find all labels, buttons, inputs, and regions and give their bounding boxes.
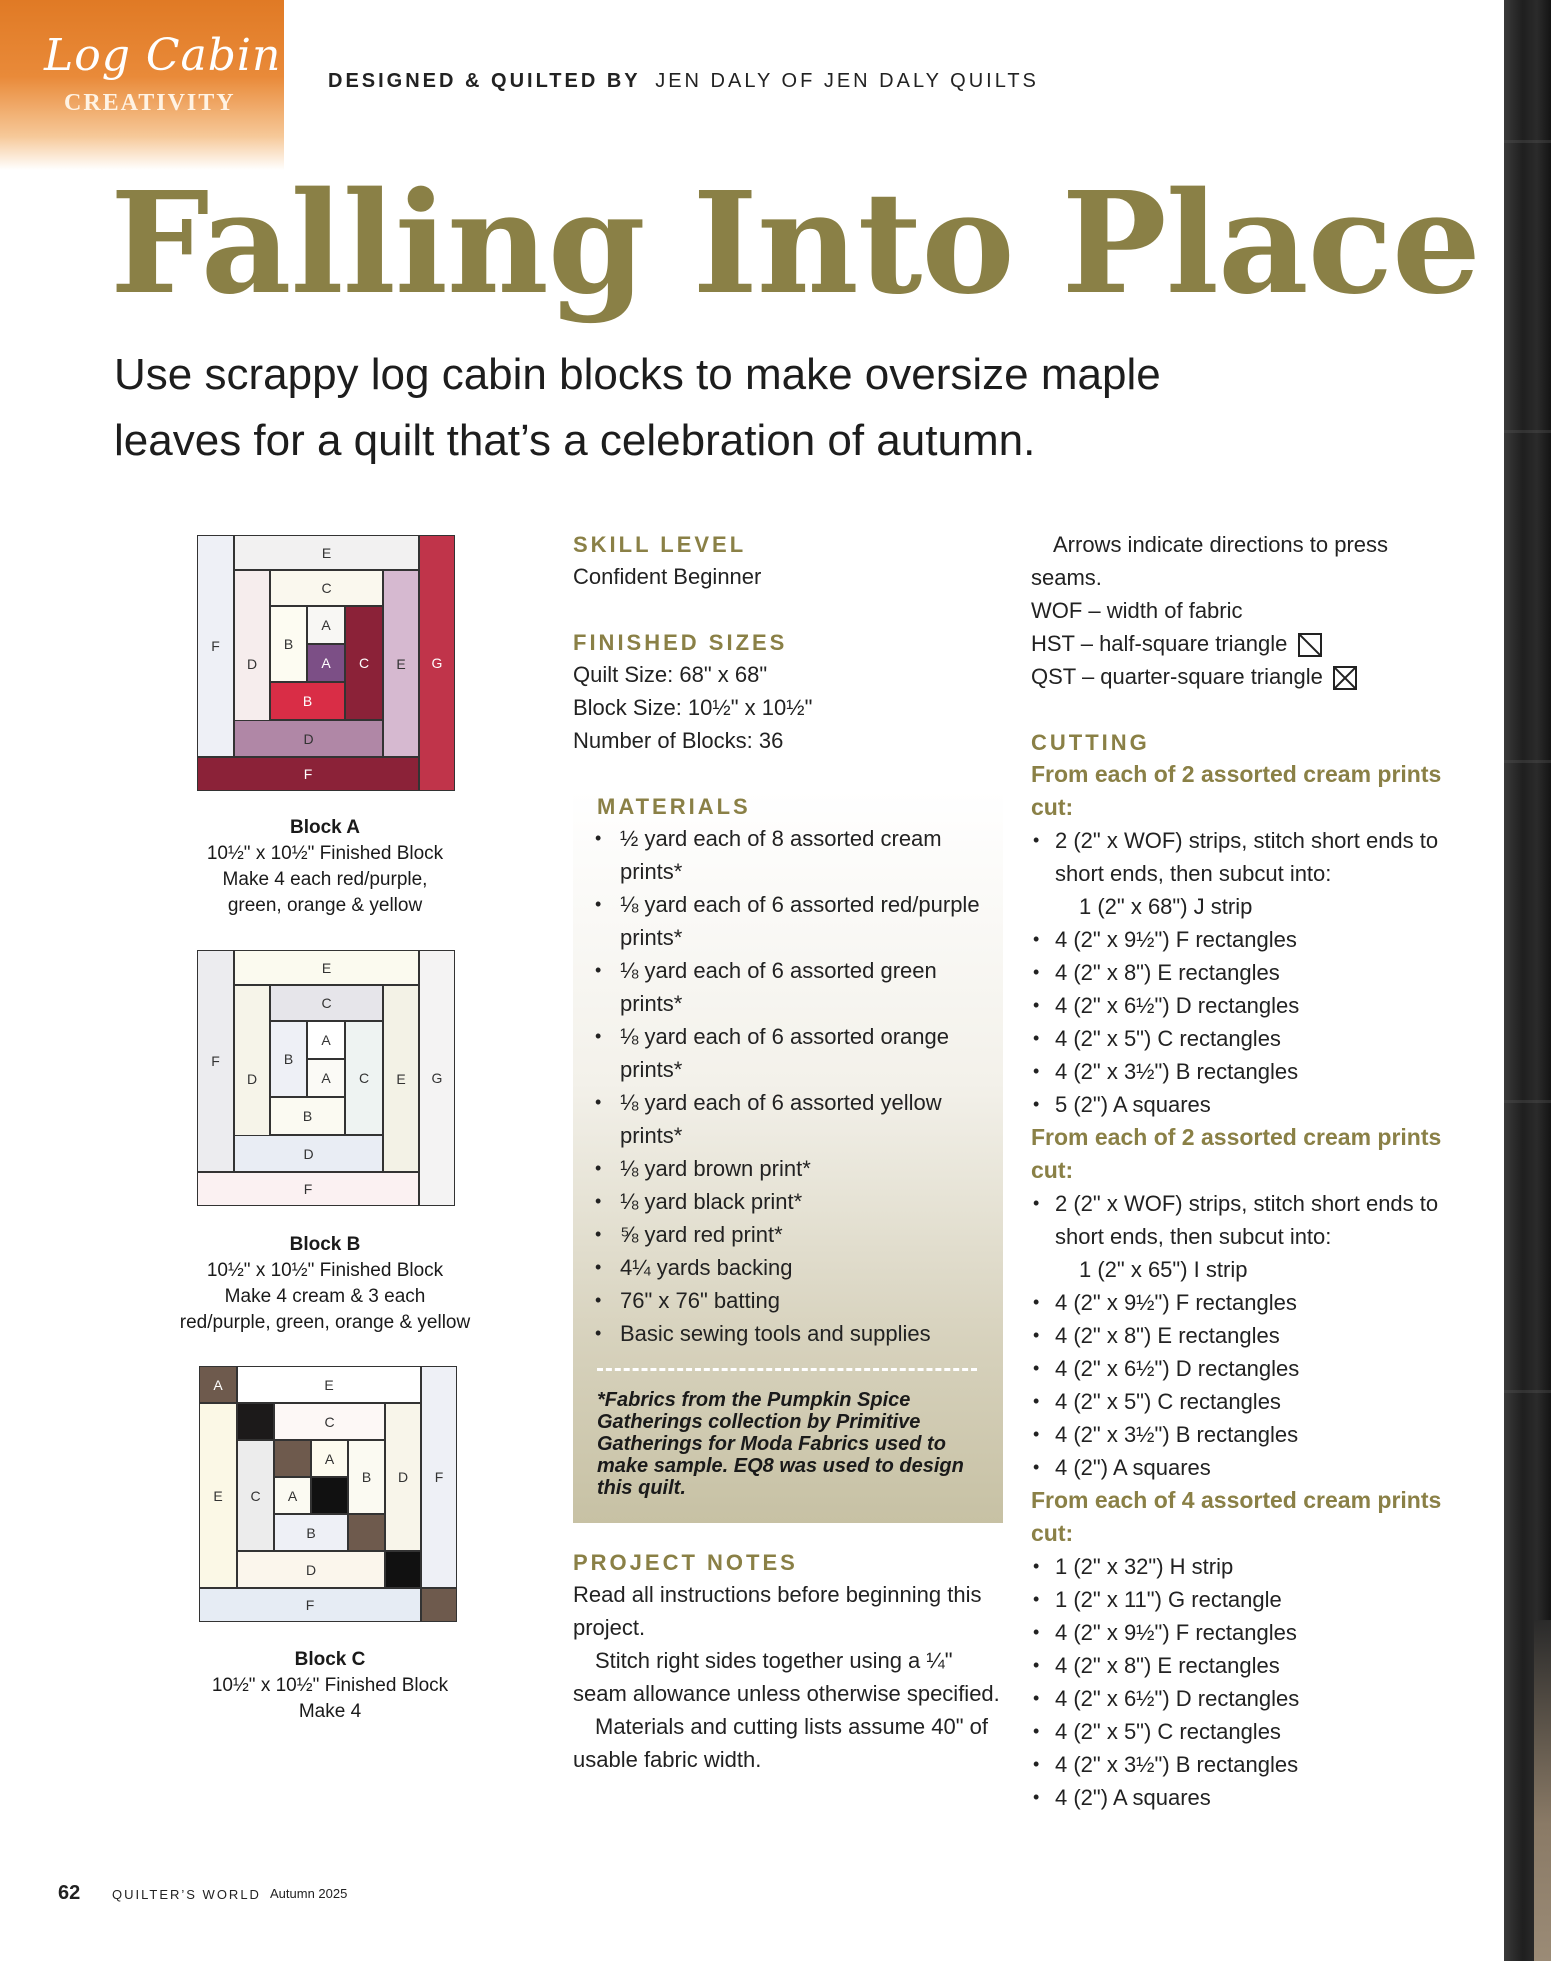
cutting-item: • 2 (2" x WOF) strips, stitch short ends to short ends, then subcut into: <box>1031 824 1451 890</box>
materials-item: • 76" x 76" batting <box>573 1284 993 1317</box>
legend-hst-row <box>1031 627 1431 660</box>
block-b-piece-b-left: B <box>270 1021 307 1097</box>
block-a-piece-g-right: G <box>419 535 455 791</box>
page-edge-photo <box>1504 0 1551 1961</box>
block-b-piece-e-right: E <box>383 985 419 1172</box>
block-c-piece-e-top: E <box>237 1366 421 1403</box>
cutting-item: • 4 (2" x 6½") D rectangles <box>1031 1682 1451 1715</box>
block-c-piece-brown-1 <box>274 1440 311 1477</box>
magazine-name: QUILTER’S WORLD <box>112 1887 261 1902</box>
cutting-item: 1 (2" x 68") J strip <box>1079 894 1253 919</box>
issue-date: Autumn 2025 <box>270 1886 348 1901</box>
block-c-piece-c-left: C <box>237 1440 274 1551</box>
materials-item: • ⅛ yard brown print* <box>573 1152 993 1185</box>
quilt-size: Quilt Size: 68" x 68" <box>573 662 768 687</box>
cutting-group-3-heading: From each of 4 assorted cream prints cut: <box>1031 1487 1442 1546</box>
block-b-make-2: red/purple, green, orange & yellow <box>179 1312 471 1333</box>
cutting-item: • 1 (2" x 11") G rectangle <box>1031 1583 1451 1616</box>
cutting-item: • 4 (2" x 9½") F rectangles <box>1031 1286 1451 1319</box>
block-a-piece-d-left: D <box>234 570 270 757</box>
materials-item: • 4¼ yards backing <box>573 1251 993 1284</box>
byline-label: DESIGNED & QUILTED BY <box>328 70 641 92</box>
series-logo-script: Log Cabin <box>44 30 282 81</box>
block-a-make-1: Make 4 each red/purple, <box>222 869 428 890</box>
cutting-item: • 4 (2" x 5") C rectangles <box>1031 1385 1451 1418</box>
block-a-make-2: green, orange & yellow <box>227 895 423 916</box>
cutting-item: 1 (2" x 65") I strip <box>1079 1257 1248 1282</box>
block-c-piece-a-top: A <box>311 1440 348 1477</box>
qst-icon <box>1333 666 1357 690</box>
cutting-item: • 4 (2") A squares <box>1031 1451 1451 1484</box>
legend-section <box>1031 528 1431 693</box>
cutting-item: • 4 (2" x 6½") D rectangles <box>1031 989 1451 1022</box>
byline <box>328 70 1039 93</box>
block-b-size: 10½" x 10½" Finished Block <box>206 1260 444 1281</box>
legend-arrows: Arrows indicate directions to press seams. <box>1031 532 1389 590</box>
series-logo-background <box>0 0 284 170</box>
block-a-caption <box>160 815 490 919</box>
cutting-item: • 4 (2" x 5") C rectangles <box>1031 1715 1451 1748</box>
cutting-item: • 4 (2" x 5") C rectangles <box>1031 1022 1451 1055</box>
project-notes-p3: Materials and cutting lists assume 40" of usable fabric width. <box>573 1714 988 1772</box>
block-c-title: Block C <box>294 1649 366 1670</box>
materials-section <box>573 792 1003 1350</box>
page-number: 62 <box>58 1882 81 1904</box>
block-a-piece-a-top: A <box>307 606 345 644</box>
block-b-piece-d-bottom: D <box>234 1135 383 1172</box>
project-notes-heading: PROJECT NOTES <box>573 1550 798 1575</box>
block-b-piece-f-left: F <box>197 950 234 1172</box>
block-b-make-1: Make 4 cream & 3 each <box>224 1286 426 1307</box>
block-c-piece-d-bottom: D <box>237 1551 385 1588</box>
materials-item: • ⅝ yard red print* <box>573 1218 993 1251</box>
skill-level-heading: SKILL LEVEL <box>573 532 747 557</box>
block-c-piece-f-right: F <box>421 1366 457 1588</box>
block-b-piece-c-right: C <box>345 1021 383 1135</box>
block-size: Block Size: 10½" x 10½" <box>573 695 813 720</box>
block-c-piece-brown-corner <box>421 1588 457 1622</box>
block-c-size: 10½" x 10½" Finished Block <box>211 1675 449 1696</box>
materials-item: • ⅛ yard each of 6 assorted orange prints* <box>573 1020 993 1086</box>
materials-divider <box>597 1368 977 1371</box>
block-a-piece-e-top: E <box>234 535 419 570</box>
cutting-item: • 4 (2" x 3½") B rectangles <box>1031 1055 1451 1088</box>
project-notes-p2: Stitch right sides together using a ¼" seam allowance unless otherwise specified. <box>573 1648 1000 1706</box>
block-c-piece-black-2 <box>311 1477 348 1514</box>
skill-level-value: Confident Beginner <box>573 564 762 589</box>
materials-heading: MATERIALS <box>597 794 751 819</box>
block-a-piece-c-top: C <box>270 570 383 606</box>
block-a-title: Block A <box>289 817 361 838</box>
block-b-piece-d-left: D <box>234 985 270 1172</box>
cutting-item: • 4 (2" x 9½") F rectangles <box>1031 923 1451 956</box>
cutting-item: • 4 (2" x 3½") B rectangles <box>1031 1418 1451 1451</box>
materials-item: • ⅛ yard each of 6 assorted green prints* <box>573 954 993 1020</box>
cutting-item: • 4 (2" x 8") E rectangles <box>1031 1319 1451 1352</box>
cutting-section <box>1031 728 1451 1814</box>
page-subtitle: Use scrappy log cabin blocks to make oversize maple leaves for a quilt that’s a celebration of autumn. <box>114 350 1161 465</box>
block-a-piece-f-left: F <box>197 535 234 757</box>
block-b-piece-g-right: G <box>419 950 455 1206</box>
block-a-piece-f-bottom: F <box>197 757 419 791</box>
block-a-piece-e-right: E <box>383 570 419 757</box>
block-c-piece-black-1 <box>237 1403 274 1440</box>
block-a-diagram <box>197 535 455 791</box>
block-c-caption <box>160 1647 500 1725</box>
block-c-diagram <box>199 1366 457 1622</box>
block-c-make-1: Make 4 <box>298 1701 362 1722</box>
materials-item: • Basic sewing tools and supplies <box>573 1317 993 1350</box>
hst-icon <box>1298 633 1322 657</box>
block-b-piece-b-bottom: B <box>270 1097 345 1135</box>
skill-level-section <box>573 530 1003 593</box>
cutting-heading: CUTTING <box>1031 730 1150 755</box>
block-c-piece-d-right: D <box>385 1403 421 1551</box>
legend-wof: WOF – width of fabric <box>1031 598 1243 623</box>
cutting-group-1-list <box>1031 824 1451 1121</box>
materials-item: • ⅛ yard each of 6 assorted red/purple prints* <box>573 888 993 954</box>
block-a-piece-a-bottom: A <box>307 644 345 682</box>
cutting-group-1-heading: From each of 2 assorted cream prints cut: <box>1031 761 1442 820</box>
fabric-note: *Fabrics from the Pumpkin Spice Gatherings collection by Primitive Gatherings for Moda Fabrics used to make sample. EQ8 was used to design this quilt. <box>597 1389 964 1499</box>
finished-sizes-heading: FINISHED SIZES <box>573 630 788 655</box>
block-c-piece-black-3 <box>385 1551 421 1588</box>
block-c-piece-brown-2 <box>348 1514 385 1551</box>
materials-item: • ⅛ yard each of 6 assorted yellow prints* <box>573 1086 993 1152</box>
cutting-item: • 2 (2" x WOF) strips, stitch short ends to short ends, then subcut into: <box>1031 1187 1451 1253</box>
cutting-item: • 4 (2" x 8") E rectangles <box>1031 956 1451 989</box>
materials-list <box>573 822 993 1350</box>
block-c-piece-a-left: A <box>274 1477 311 1514</box>
number-of-blocks: Number of Blocks: 36 <box>573 728 784 753</box>
block-b-piece-c-top: C <box>270 985 383 1021</box>
materials-item: • ½ yard each of 8 assorted cream prints* <box>573 822 993 888</box>
block-b-diagram <box>197 950 455 1206</box>
block-a-piece-d-bottom: D <box>234 720 383 757</box>
finished-sizes-section <box>573 628 1003 757</box>
block-c-piece-c-top: C <box>274 1403 385 1440</box>
cutting-item: • 4 (2" x 8") E rectangles <box>1031 1649 1451 1682</box>
cutting-item: • 4 (2" x 9½") F rectangles <box>1031 1616 1451 1649</box>
legend-qst: QST – quarter-square triangle <box>1031 664 1323 689</box>
block-c-piece-f-bottom: F <box>199 1588 421 1622</box>
cutting-item: • 4 (2") A squares <box>1031 1781 1451 1814</box>
cutting-item: • 4 (2" x 6½") D rectangles <box>1031 1352 1451 1385</box>
block-a-piece-b-bottom: B <box>270 682 345 720</box>
materials-item: • ⅛ yard black print* <box>573 1185 993 1218</box>
block-c-piece-b-right: B <box>348 1440 385 1514</box>
block-b-piece-e-top: E <box>234 950 419 985</box>
legend-hst: HST – half-square triangle <box>1031 631 1288 656</box>
block-a-size: 10½" x 10½" Finished Block <box>206 843 444 864</box>
series-logo-subtitle: CREATIVITY <box>64 90 236 116</box>
cutting-item: • 1 (2" x 32") H strip <box>1031 1550 1451 1583</box>
cutting-group-2-list <box>1031 1187 1451 1484</box>
cutting-item: • 4 (2" x 3½") B rectangles <box>1031 1748 1451 1781</box>
cutting-group-3-list <box>1031 1550 1451 1814</box>
page-title: Falling Into Place <box>110 162 1480 326</box>
byline-designer: JEN DALY OF JEN DALY QUILTS <box>655 70 1039 92</box>
cutting-item: • 5 (2") A squares <box>1031 1088 1451 1121</box>
block-c-piece-b-bottom: B <box>274 1514 348 1551</box>
legend-qst-row <box>1031 660 1431 693</box>
block-c-piece-e-left: E <box>199 1403 237 1588</box>
block-b-caption <box>150 1232 500 1336</box>
block-b-piece-a-bottom: A <box>307 1059 345 1097</box>
block-b-piece-a-top: A <box>307 1021 345 1059</box>
block-b-title: Block B <box>289 1234 361 1255</box>
project-notes-p1: Read all instructions before beginning this project. <box>573 1582 982 1640</box>
project-notes-section <box>573 1548 1003 1776</box>
block-c-piece-a-corner: A <box>199 1366 237 1403</box>
block-b-piece-f-bottom: F <box>197 1172 419 1206</box>
block-a-piece-b-left: B <box>270 606 307 682</box>
cutting-group-2-heading: From each of 2 assorted cream prints cut: <box>1031 1124 1442 1183</box>
block-a-piece-c-right: C <box>345 606 383 720</box>
